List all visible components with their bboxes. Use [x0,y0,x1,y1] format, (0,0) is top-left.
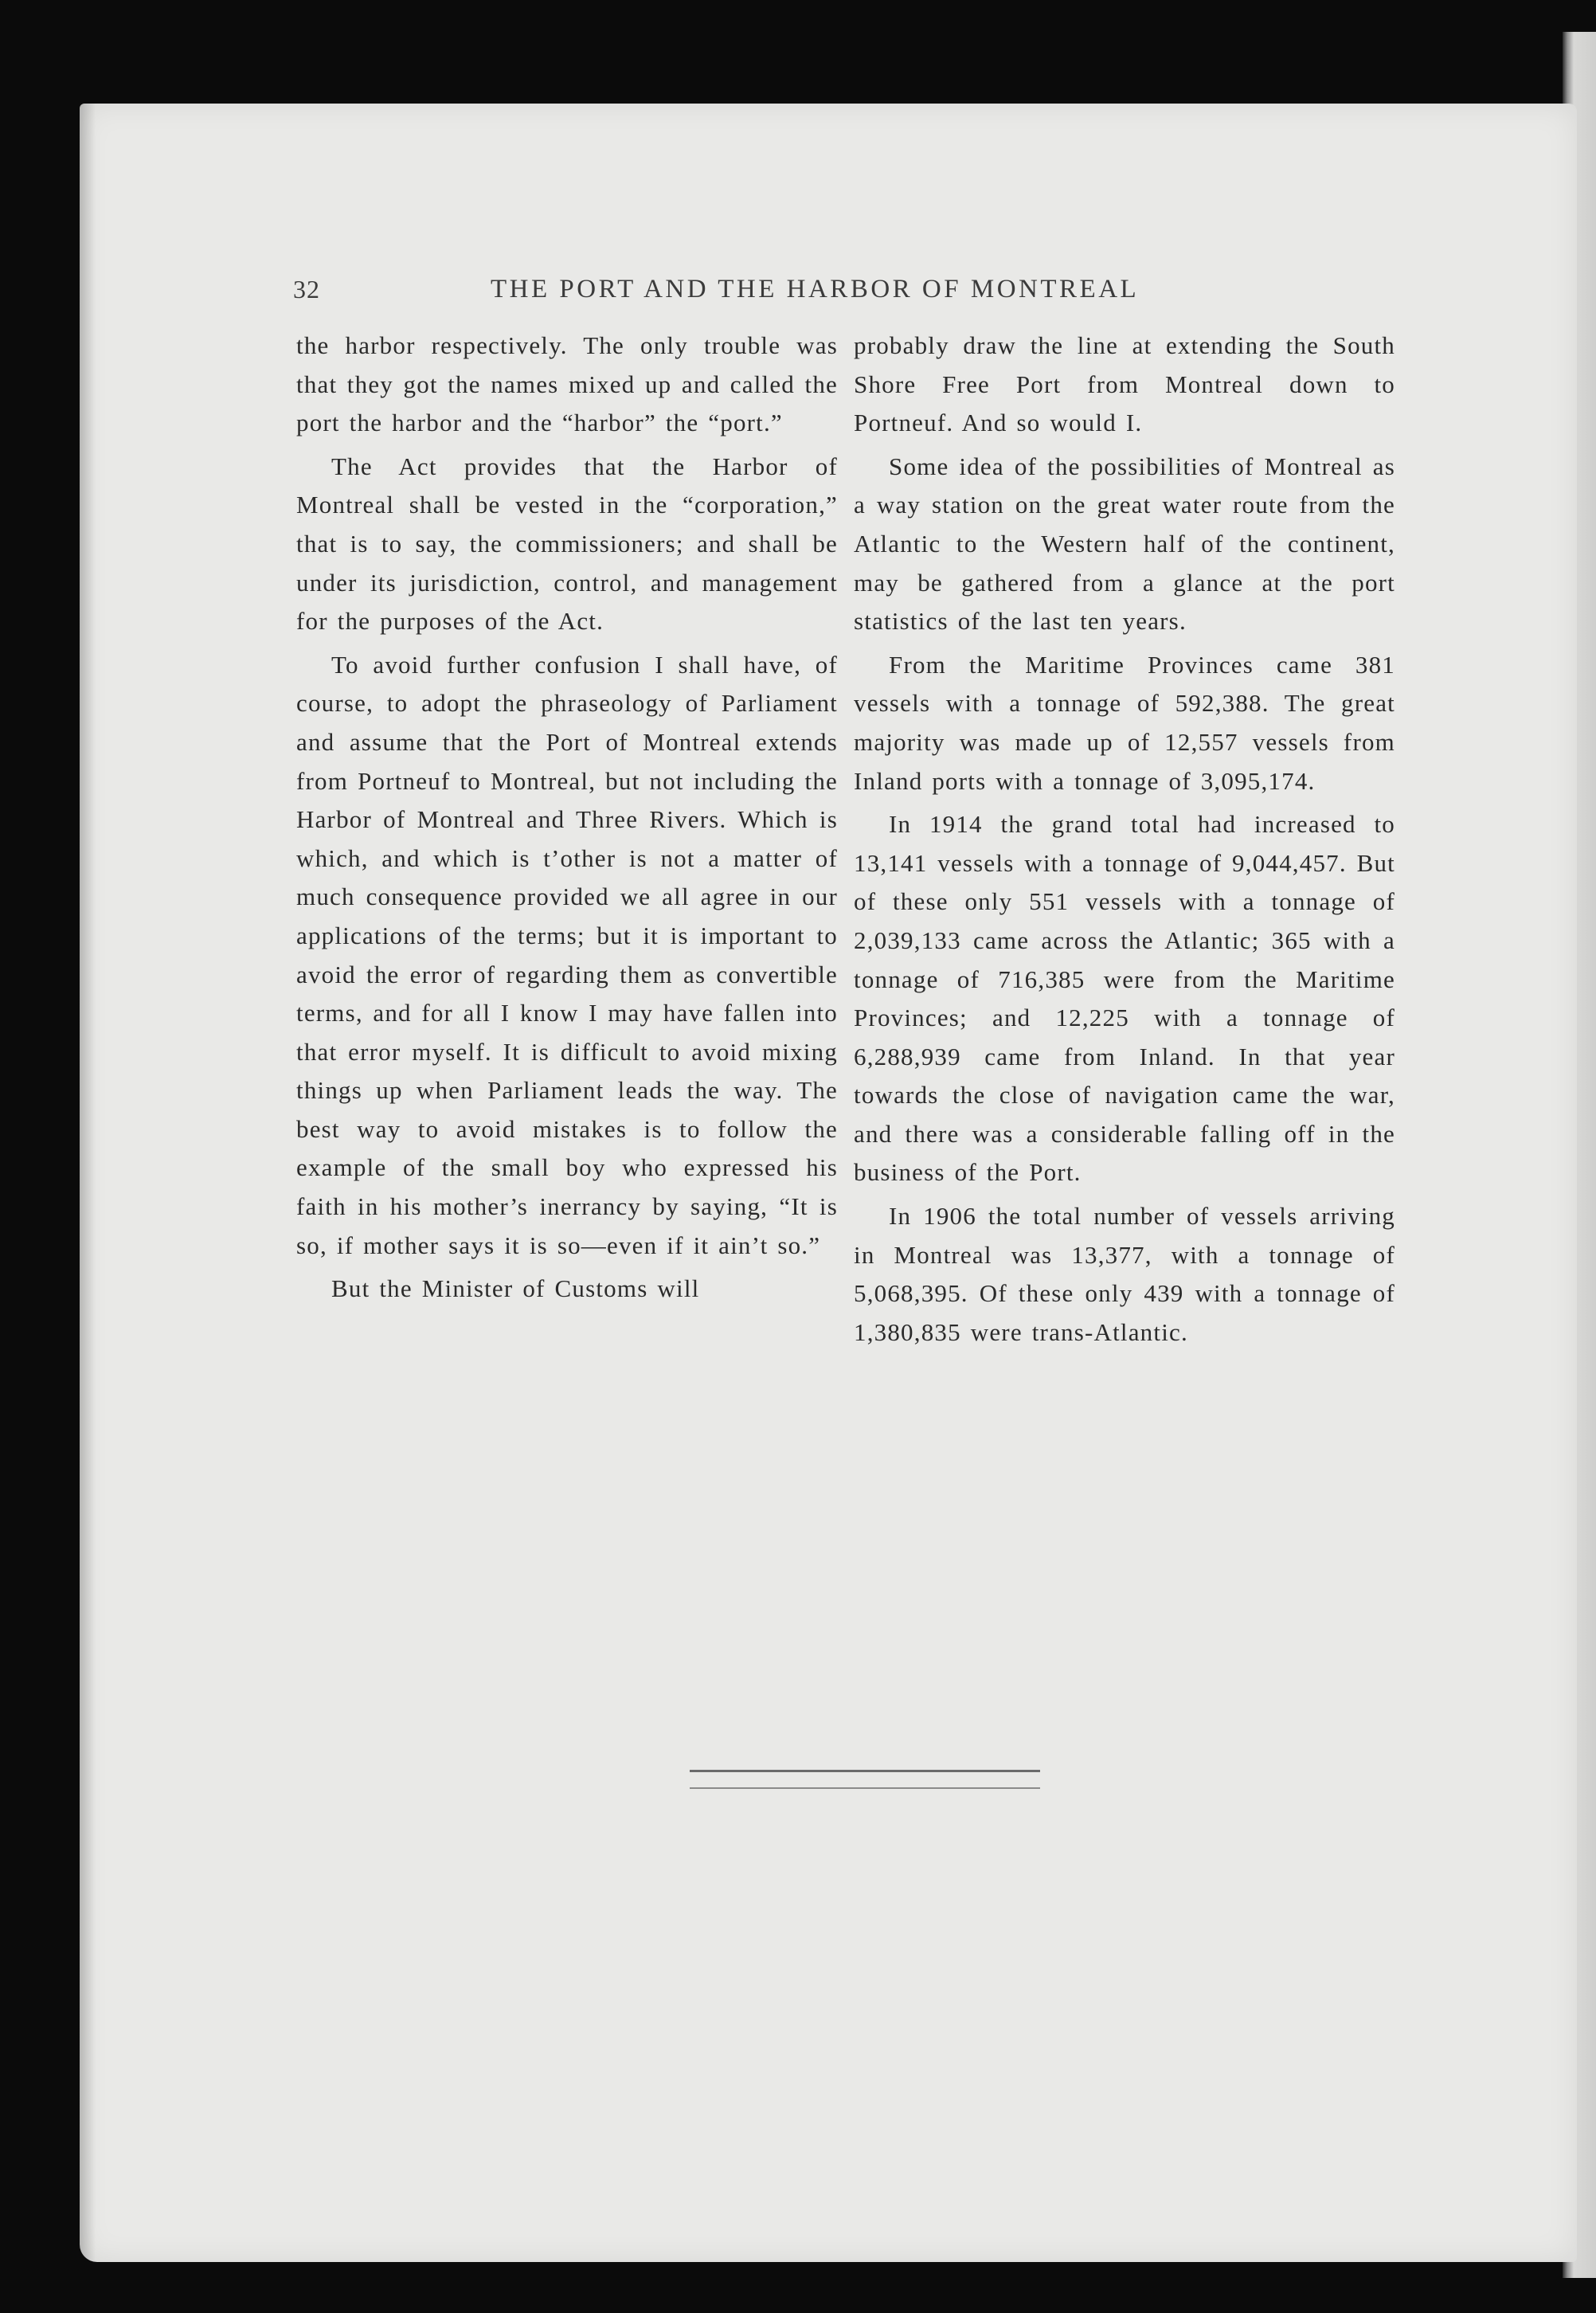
running-title: THE PORT AND THE HARBOR OF MONTREAL [491,275,1140,303]
paragraph: In 1906 the total number of vessels arriving in Montreal was 13,377, with a tonnage of 5,068,395. Of these only 439 with a tonnage of 1,380,835 were trans-Atlantic. [854,1202,1395,1346]
right-text-column [854,327,1395,1356]
paragraph: Some idea of the possibilities of Montreal as a way station on the great water route from the Atlantic to the Western half of the continent, may be gathered from a glance at the port statistics of the last ten years. [854,452,1395,636]
page-number: 32 [293,275,320,303]
paragraph: To avoid further confusion I shall have, of course, to adopt the phraseology of Parliament and assume that the Port of Montreal extends from Portneuf to Montreal, but not including the Harbor of Montreal and Three Rivers. Which is which, and which is t’other is not a matter of much consequence provided we all agree in our applications of the terms; but it is important to avoid the error of regarding them as convertible terms, and for all I know I may have fallen into that error myself. It is difficult to avoid mixing things up when Parliament leads the way. The best way to avoid mistakes is to follow the example of the small boy who expressed his faith in his mother’s inerrancy by saying, “It is so, if mother says it is so—even if it ain’t so.” [296,650,838,1259]
paragraph: From the Maritime Provinces came 381 vessels with a tonnage of 592,388. The great majority was made up of 12,557 vessels from Inland ports with a tonnage of 3,095,174. [854,650,1395,795]
paragraph: In 1914 the grand total had increased to 13,141 vessels with a tonnage of 9,044,457. But of these only 551 vessels with a tonnage of 2,039,133 came across the Atlantic; 365 with a tonnage of 716,385 were from the Maritime Provinces; and 12,225 with a tonnage of 6,288,939 came from Inland. In that year towards the close of navigation came the war, and there was a considerable falling off in the business of the Port. [854,810,1395,1187]
page-header [293,275,1265,307]
page-shadow [80,104,96,2262]
section-divider-rule [690,1787,1040,1789]
paragraph: But the Minister of Customs will [331,1274,700,1303]
section-divider-rule [690,1770,1040,1772]
left-text-column [296,327,838,1313]
paragraph: The Act provides that the Harbor of Montreal shall be vested in the “corporation,” that is to say, the commissioners; and shall be under its jurisdiction, control, and management for the purposes of the Act. [296,452,838,636]
paragraph: the harbor respectively. The only trouble was that they got the names mixed up and called the port the harbor and the “harbor” the “port.” [296,331,838,437]
paragraph: probably draw the line at extending the South Shore Free Port from Montreal down to Portneuf. And so would I. [854,331,1395,437]
